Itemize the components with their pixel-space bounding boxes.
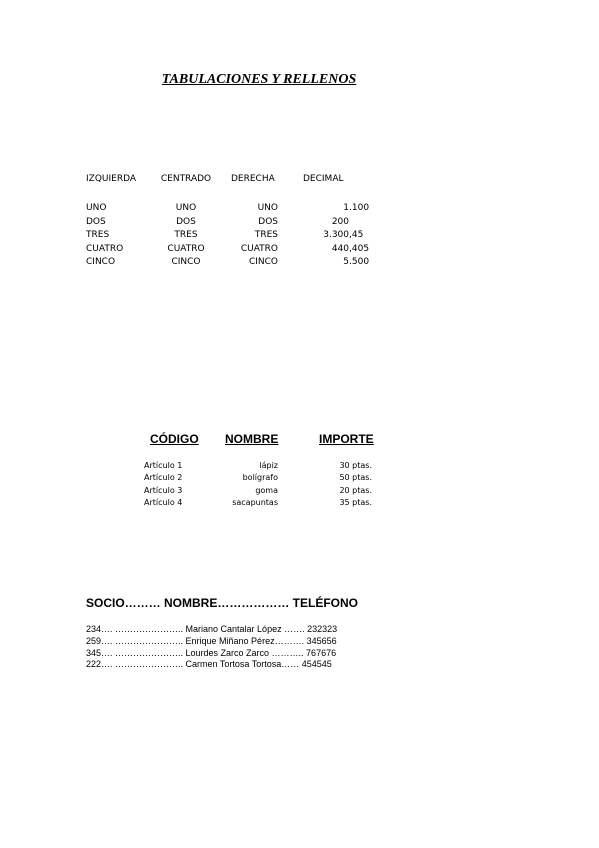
left-aligned-cell: CUATRO [86, 243, 124, 254]
center-aligned-cell: UNO [175, 203, 197, 213]
article-amount-cell: 35 ptas. [339, 497, 372, 507]
decimal-aligned-cell: 440,405 [331, 243, 370, 254]
right-aligned-cell: DOS [258, 216, 278, 227]
header-importe: IMPORTE [319, 432, 374, 446]
page-title: TABULACIONES Y RELLENOS [161, 72, 357, 87]
header-nombre: NOMBRE [225, 432, 279, 446]
member-row: 345…. ………………….. Lourdes Zarco Zarco ……….. 767676 [86, 647, 337, 658]
header-derecha: DERECHA [231, 174, 275, 184]
decimal-aligned-cell: 200 [331, 216, 349, 227]
article-code-cell: Artículo 2 [144, 473, 183, 483]
article-amount-cell: 30 ptas. [339, 461, 372, 470]
article-name-cell: bolígrafo [242, 473, 278, 483]
article-amount-cell: 20 ptas. [339, 485, 372, 495]
center-aligned-cell: CUATRO [167, 243, 205, 254]
member-row: 222…. ………………….. Carmen Tortosa Tortosa…… 454545 [86, 659, 332, 670]
center-aligned-cell: CINCO [171, 257, 201, 267]
header-centrado: CENTRADO [160, 174, 212, 184]
left-aligned-cell: DOS [86, 216, 106, 227]
decimal-aligned-cell: 3.300,45 [323, 230, 364, 240]
header-codigo: CÓDIGO [150, 432, 199, 446]
left-aligned-cell: CINCO [86, 257, 116, 267]
left-aligned-cell: UNO [86, 203, 107, 213]
article-code-cell: Artículo 1 [144, 461, 183, 470]
article-code-cell: Artículo 3 [144, 485, 183, 495]
center-aligned-cell: DOS [176, 216, 196, 227]
header-decimal: DECIMAL [303, 174, 344, 184]
right-aligned-cell: CINCO [248, 257, 278, 267]
decimal-aligned-cell: 5.500 [343, 257, 370, 267]
member-row: 259…. ………………….. Enrique Miñano Pérez………. 345656 [86, 635, 337, 646]
header-socio: SOCIO……… NOMBRE……………… TELÉFONO [86, 596, 359, 610]
article-name-cell: lápiz [259, 461, 278, 470]
article-name-cell: goma [255, 485, 278, 495]
center-aligned-cell: TRES [174, 230, 198, 240]
header-izquierda: IZQUIERDA [86, 174, 137, 184]
right-aligned-cell: TRES [254, 230, 278, 240]
left-aligned-cell: TRES [86, 230, 110, 240]
right-aligned-cell: UNO [257, 203, 278, 213]
member-row: 234…. ………………….. Mariano Cantalar López ……. 232323 [86, 624, 338, 634]
article-name-cell: sacapuntas [232, 497, 278, 507]
article-amount-cell: 50 ptas. [339, 473, 372, 483]
article-code-cell: Artículo 4 [144, 497, 183, 507]
decimal-aligned-cell: 1.100 [343, 203, 370, 213]
right-aligned-cell: CUATRO [240, 243, 278, 254]
